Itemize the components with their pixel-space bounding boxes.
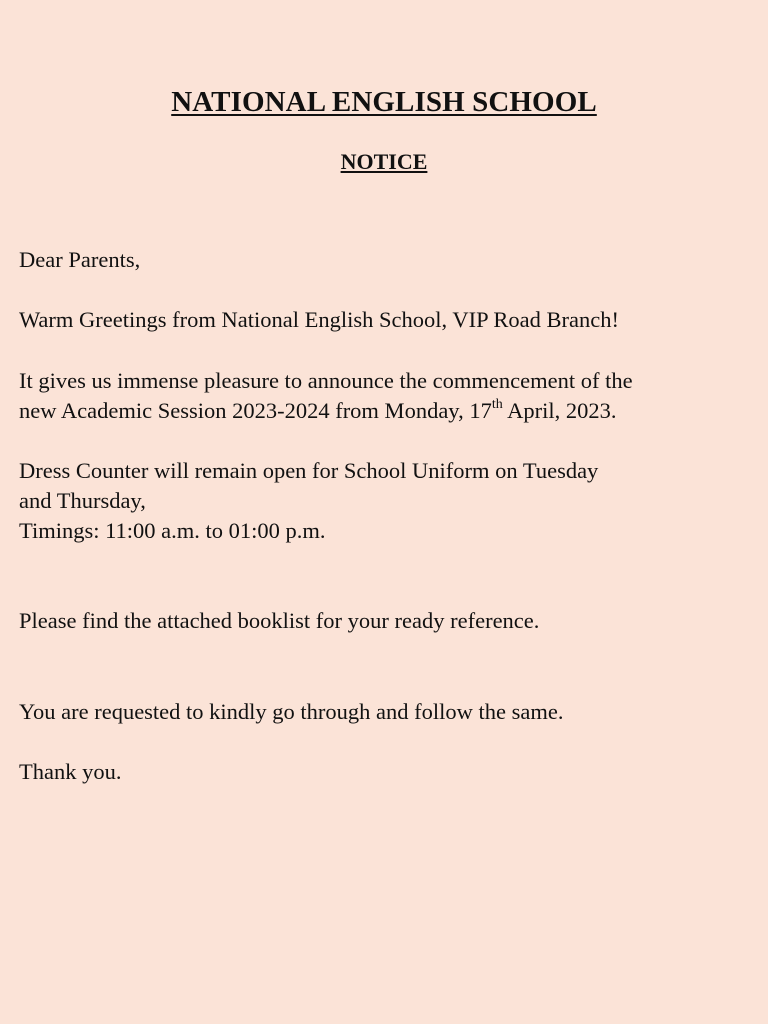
announcement-line-2 [19,396,749,426]
greeting-paragraph [19,245,749,275]
dress-counter-line-1: Dress Counter will remain open for School Uniform on Tuesday [19,458,599,483]
dress-counter-paragraph [19,456,749,546]
announcement-line-1: It gives us immense pleasure to announce the commencement of the [19,368,633,393]
booklist-text: Please find the attached booklist for your ready reference. [19,608,540,633]
announcement-date-text: new Academic Session 2023-2024 from Monday, 17 [19,398,492,423]
request-paragraph [19,697,749,727]
notice-heading: NOTICE [340,149,428,174]
thanks-paragraph [19,757,749,787]
warm-greetings-text: Warm Greetings from National English School, VIP Road Branch! [19,307,619,332]
announcement-paragraph [19,366,749,426]
greeting-text: Dear Parents, [19,247,141,272]
ordinal-superscript: th [491,396,503,412]
announcement-date-suffix: April, 2023. [502,398,617,423]
warm-greetings-paragraph [19,305,749,335]
thanks-text: Thank you. [19,759,122,784]
request-text: You are requested to kindly go through and follow the same. [19,699,564,724]
timings-line: Timings: 11:00 a.m. to 01:00 p.m. [19,518,326,543]
dress-counter-line-2: and Thursday, [19,488,146,513]
booklist-paragraph [19,606,749,636]
school-title: NATIONAL ENGLISH SCHOOL [171,86,597,118]
